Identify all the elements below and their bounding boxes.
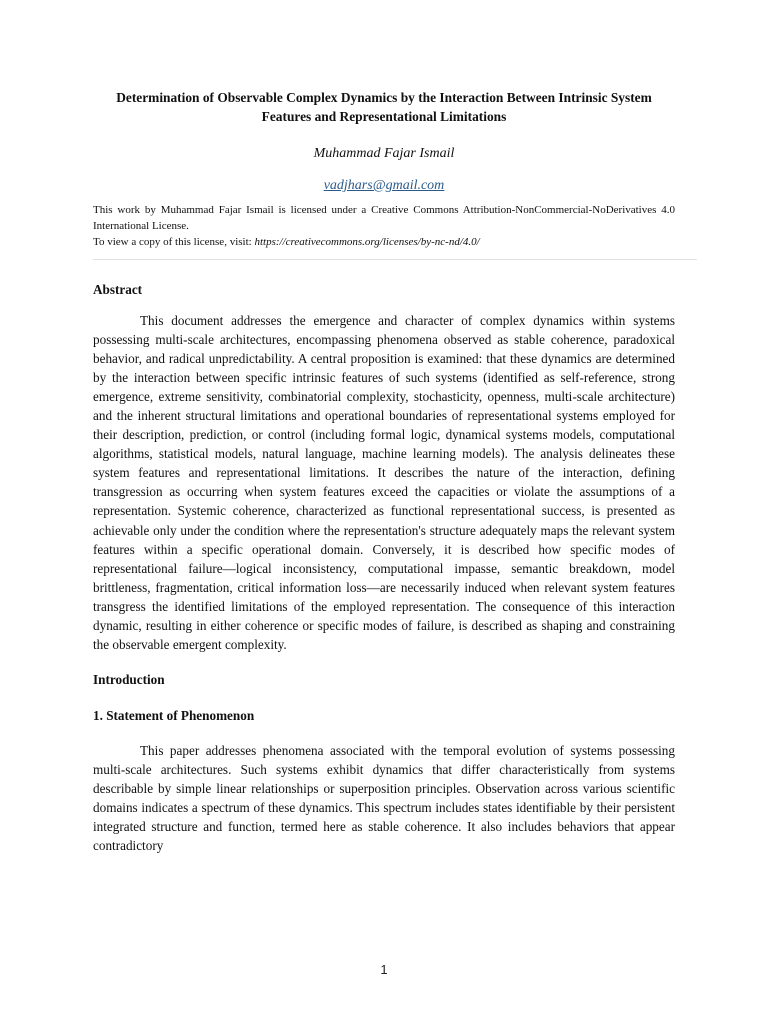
paper-title: Determination of Observable Complex Dynamics by the Interaction Between Intrinsic System Features and Representational Limitations [116, 90, 652, 124]
page-number: 1 [380, 962, 388, 977]
introduction-heading: Introduction [93, 671, 165, 687]
section-heading: 1. Statement of Phenomenon [93, 707, 255, 723]
page-content [93, 88, 675, 855]
license-url[interactable]: https://creativecommons.org/licenses/by-nc-nd/4.0/ [254, 236, 480, 248]
abstract-heading: Abstract [93, 282, 143, 297]
header-divider [93, 259, 697, 260]
author-name: Muhammad Fajar Ismail [313, 146, 455, 161]
introduction-body: This paper addresses phenomena associated with the temporal evolution of systems possessing multi-scale architectures. Such systems exhibit dynamics that differ characteristically from systems describable by simple linear relationships or superposition principles. Observation across various scientific domains indicates a spectrum of these dynamics. This spectrum includes states identifiable by their persistent integrated structure and function, termed here as stable coherence. It also includes behaviors that appear contradictory [93, 742, 675, 854]
author-email [93, 177, 675, 195]
license-text: This work by Muhammad Fajar Ismail is licensed under a Creative Commons Attribution-NonCommercial-NoDerivatives 4.0 International License. [93, 204, 675, 232]
abstract-body: This document addresses the emergence and character of complex dynamics within systems possessing multi-scale architectures, encompassing phenomena observed as stable coherence, paradoxical behavior, and radical unpredictability. A central proposition is examined: that these dynamics are determined by the interaction between specific intrinsic features of such systems (identified as self-reference, strong emergence, extreme sensitivity, combinatorial complexity, stochasticity, openness, multi-scale architecture) and the inherent structural limitations and operational boundaries of representational systems employed for their description, prediction, or control (including formal logic, dynamical systems models, computational algorithms, statistical models, natural language, machine learning models). The analysis delineates these system features and representational limitations. It describes the nature of the interaction, defining transgression as occurring when system features exceed the capacities or violate the assumptions of a representation. Systemic coherence, characterized as functional representational success, is presented as achievable only under the condition where the representation's structure adequately maps the relevant system features within a specific operational domain. Conversely, it is described how specific modes of representational failure—logical inconsistency, computational impasse, semantic breakdown, model brittleness, fragmentation, critical information loss—are necessarily induced when relevant system features transgress the identified limitations of the employed representation. The consequence of this interaction dynamic, resulting in either coherence or specific modes of failure, is described as shaping and constraining the observable emergent complexity. [93, 313, 675, 652]
license-notice [93, 202, 675, 250]
email-link[interactable]: vadjhars@gmail.com [323, 178, 445, 193]
license-view-prefix: To view a copy of this license, visit: [93, 236, 255, 248]
